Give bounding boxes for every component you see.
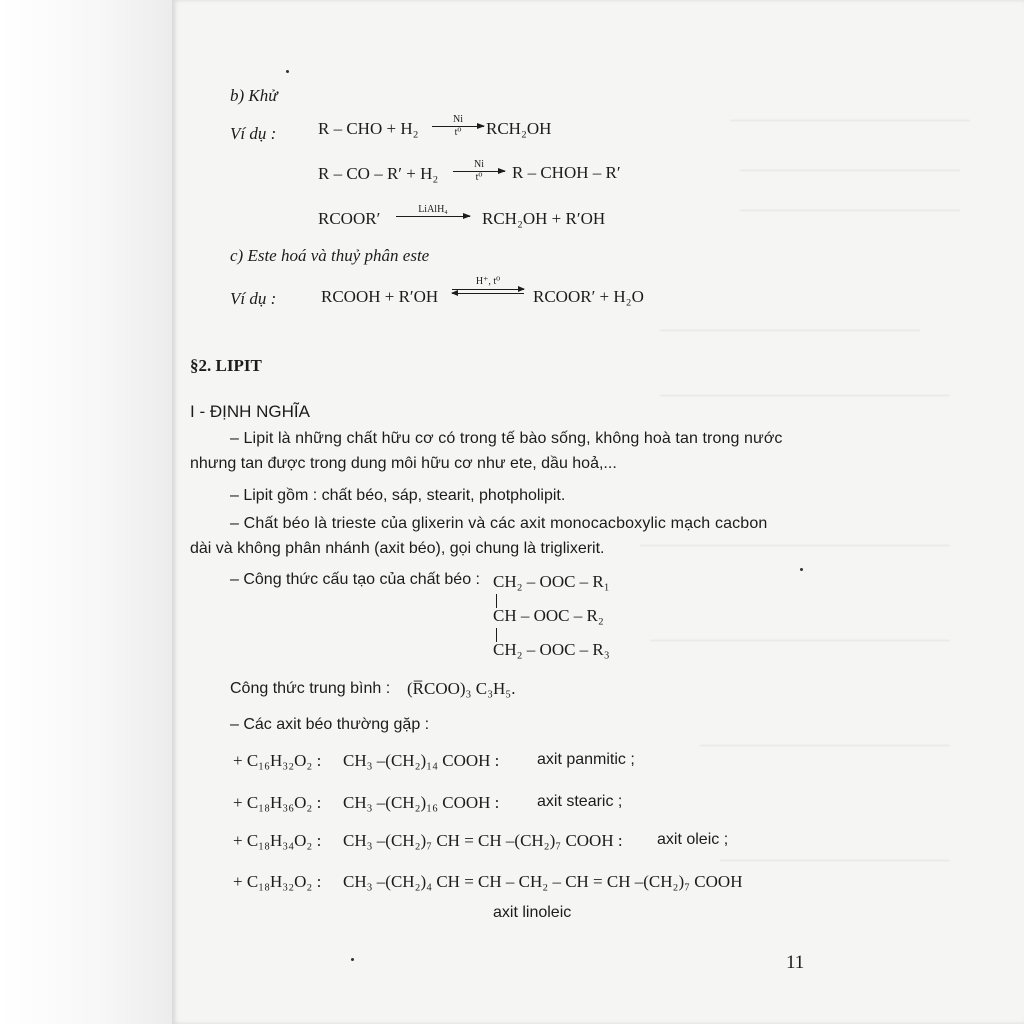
acid-formula: + C₁₈H₃₆O₂ : — [233, 793, 322, 812]
reaction-3-products: RCH₂OH + R′OH — [482, 209, 606, 228]
catalyst-label: Ni — [474, 159, 484, 170]
catalyst-label: LiAlH₄ — [418, 204, 448, 215]
esterification-reactants: RCOOH + R′OH — [321, 287, 439, 306]
definition-heading: I - ĐỊNH NGHĨA — [190, 402, 310, 421]
structure-row-1: CH₂ – OOC – R₁ — [493, 572, 610, 591]
bleed-through — [660, 395, 950, 410]
reaction-arrow — [396, 205, 470, 218]
reaction-2-reactants: R – CO – R′ + H₂ — [318, 164, 439, 183]
reaction-1-reactants: R – CHO + H₂ — [318, 119, 419, 138]
structure-row-3: CH₂ – OOC – R₃ — [493, 640, 610, 659]
acid-formula: + C₁₈H₃₂O₂ : — [233, 872, 322, 891]
ester-heading: c) Este hoá và thuỷ phân este — [230, 246, 430, 265]
catalyst-label: H⁺, t⁰ — [475, 276, 501, 287]
bleed-through — [720, 860, 950, 875]
structure-label: – Công thức cấu tạo của chất béo : — [230, 571, 480, 588]
paragraph-line: dài và không phân nhánh (axit béo), gọi chung là triglixerit. — [190, 540, 605, 557]
reaction-1-products: RCH₂OH — [486, 119, 552, 138]
example-label: Ví dụ : — [230, 289, 277, 308]
reaction-arrow — [432, 115, 484, 138]
temperature-label: t⁰ — [454, 127, 462, 138]
bleed-through — [650, 640, 950, 655]
speck — [286, 70, 289, 73]
acid-name: axit stearic ; — [537, 793, 623, 810]
reaction-3-reactants: RCOOR′ — [318, 209, 381, 228]
esterification-products: RCOOR′ + H₂O — [533, 287, 644, 306]
paragraph-line: – Lipit gồm : chất béo, sáp, stearit, photpholipit. — [230, 487, 566, 504]
example-label: Ví dụ : — [230, 124, 277, 143]
temperature-label: t⁰ — [475, 172, 483, 183]
acid-formula: + C₁₈H₃₄O₂ : — [233, 831, 322, 850]
catalyst-label: Ni — [453, 114, 463, 125]
acid-structure: CH₃ –(CH₂)₁₆ COOH : — [343, 793, 500, 812]
page-number: 11 — [786, 952, 805, 973]
acid-formula: + C₁₆H₃₂O₂ : — [233, 751, 322, 770]
bleed-through — [660, 330, 920, 345]
bleed-through — [740, 210, 960, 225]
acid-name: axit linoleic — [493, 904, 572, 921]
reaction-arrow — [453, 160, 505, 183]
acids-label: – Các axit béo thường gặp : — [230, 716, 430, 733]
equilibrium-arrow — [452, 276, 524, 294]
acid-name: axit panmitic ; — [537, 751, 635, 768]
paragraph-line: nhưng tan được trong dung môi hữu cơ như ete, dầu hoả,... — [190, 455, 617, 472]
paragraph-line: – Lipit là những chất hữu cơ có trong tế bào sống, không hoà tan trong nước — [230, 430, 783, 447]
reaction-2-products: R – CHOH – R′ — [512, 163, 621, 182]
left-page-edge — [0, 0, 172, 1024]
average-label: Công thức trung bình : — [230, 680, 391, 697]
acid-name: axit oleic ; — [657, 831, 729, 848]
reduction-heading: b) Khử — [230, 86, 278, 105]
acid-structure: CH₃ –(CH₂)₁₄ COOH : — [343, 751, 500, 770]
acid-structure: CH₃ –(CH₂)₄ CH = CH – CH₂ – CH = CH –(CH₂)₇ COOH — [343, 872, 743, 891]
speck — [351, 958, 354, 961]
acid-structure: CH₃ –(CH₂)₇ CH = CH –(CH₂)₇ COOH : — [343, 831, 623, 850]
average-formula: (R̅COO)₃ C₃H₅. — [407, 679, 516, 698]
section-title: §2. LIPIT — [190, 356, 262, 375]
paragraph-line: – Chất béo là trieste của glixerin và các axit monocacboxylic mạch cacbon — [230, 515, 768, 532]
structure-row-2: CH – OOC – R₂ — [493, 606, 604, 625]
bleed-through — [700, 745, 950, 760]
bleed-through — [640, 545, 950, 560]
speck — [800, 568, 803, 571]
bleed-through — [730, 120, 970, 135]
bleed-through — [740, 170, 960, 185]
